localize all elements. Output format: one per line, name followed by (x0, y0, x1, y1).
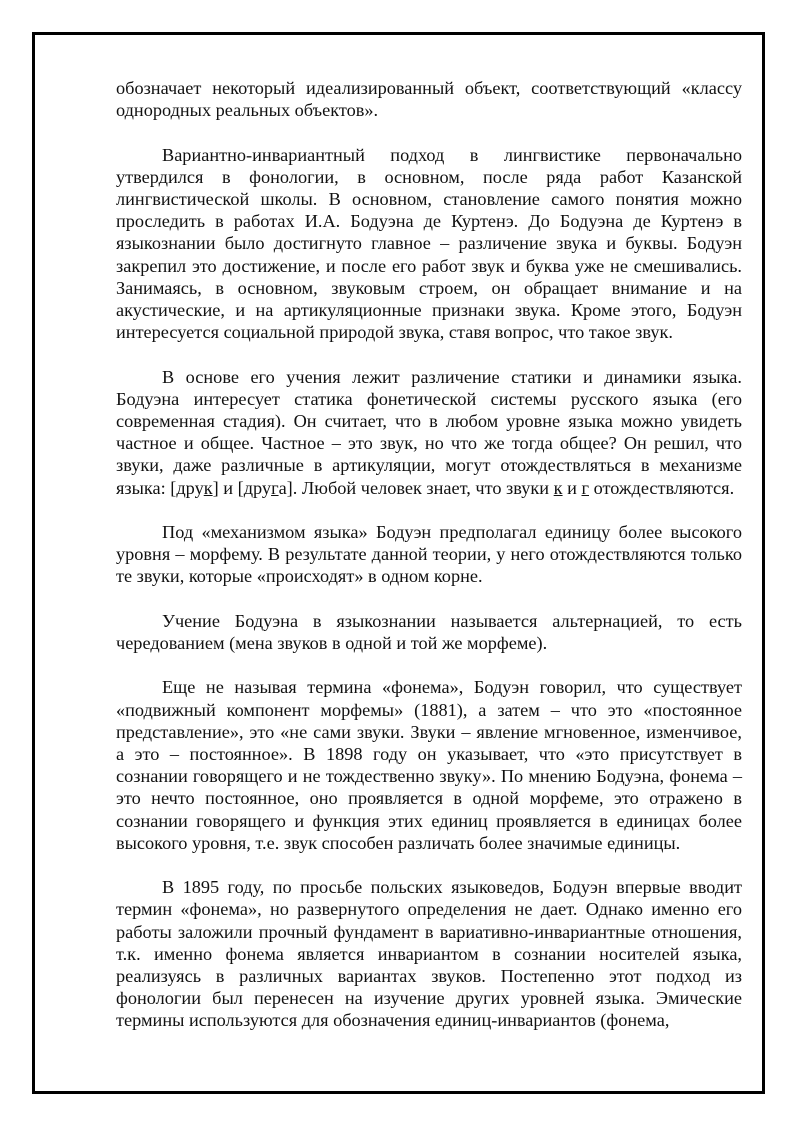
paragraph-3-text-mid2: а]. Любой человек знает, что звуки (278, 477, 554, 498)
underlined-letter-g-2: г (581, 477, 589, 498)
paragraph-6: Еще не называя термина «фонема», Бодуэн говорил, что существует «подвижный компонент морфемы» (1881), а затем – что это «постоянное представление», это «не сами звуки. Звуки – явление мгновенное, изменчивое, а это – постоянное». В 1898 году он указывает, что «это присутствует в сознании говорящего и не тождественно звуку». По мнению Бодуэна, фонема – это нечто постоянное, оно проявляется в одной морфеме, это отражено в сознании говорящего и функция этих единиц проявляется в единицах более высокого уровня, т.е. звук способен различать более значимые единицы. (116, 677, 742, 853)
paragraph-4: Под «механизмом языка» Бодуэн предполагал единицу более высокого уровня – морфему. В результате данной теории, у него отождествляются только те звуки, которые «происходят» в одном корне. (116, 522, 742, 587)
paragraph-2: Вариантно-инвариантный подход в лингвистике первоначально утвердился в фонологии, в основном, после ряда работ Казанской лингвистической школы. В основном, становление самого понятия можно проследить в работах И.А. Бодуэна де Куртенэ. До Бодуэна де Куртенэ в языкознании было достигнуто главное – различение звука и буквы. Бодуэн закрепил это достижение, и после его работ звук и буква уже не смешивались. Занимаясь, в основном, звуковым строем, он обращает внимание и на акустические, и на артикуляционные признаки звука. Кроме этого, Бодуэн интересуется социальной природой звука, ставя вопрос, что такое звук. (116, 144, 742, 343)
paragraph-1: обозначает некоторый идеализированный объект, соответствующий «классу однородных реальных объектов». (116, 78, 742, 121)
paragraph-3-text: В основе его учения лежит различение статики и динамики языка. Бодуэна интересует статика фонетической системы русского языка (его современная стадия). Он считает, что в любом уровне языка можно увидеть частное и общее. Частное – это звук, но что же тогда общее? Он решил, что звуки, даже различные в артикуляции, могут отождествляться в механизме языка: [дру (116, 366, 742, 498)
paragraph-5: Учение Бодуэна в языкознании называется альтернацией, то есть чередованием (мена звуков в одной и той же морфеме). (116, 610, 742, 654)
document-body (116, 77, 742, 1054)
paragraph-3-text-mid3: и (562, 477, 582, 498)
paragraph-7: В 1895 году, по просьбе польских языковедов, Бодуэн впервые вводит термин «фонема», но развернутого определения не дает. Однако именно его работы заложили прочный фундамент в вариативно-инвариантные отношения, т.к. именно фонема является инвариантом в сознании носителей языка, реализуясь в различных вариантах звуков. Постепенно этот подход из фонологии был перенесен на изучение других уровней языка. Эмические термины используются для обозначения единиц-инвариантов (фонема, (116, 877, 742, 1031)
underlined-letter-k-2: к (553, 477, 563, 498)
paragraph-3-text-mid: ] и [дру (212, 477, 272, 498)
paragraph-3-text-end: отождествляются. (589, 477, 735, 498)
underlined-letter-g: г (271, 477, 279, 498)
paragraph-3 (116, 366, 742, 499)
underlined-letter-k: к (203, 477, 213, 498)
